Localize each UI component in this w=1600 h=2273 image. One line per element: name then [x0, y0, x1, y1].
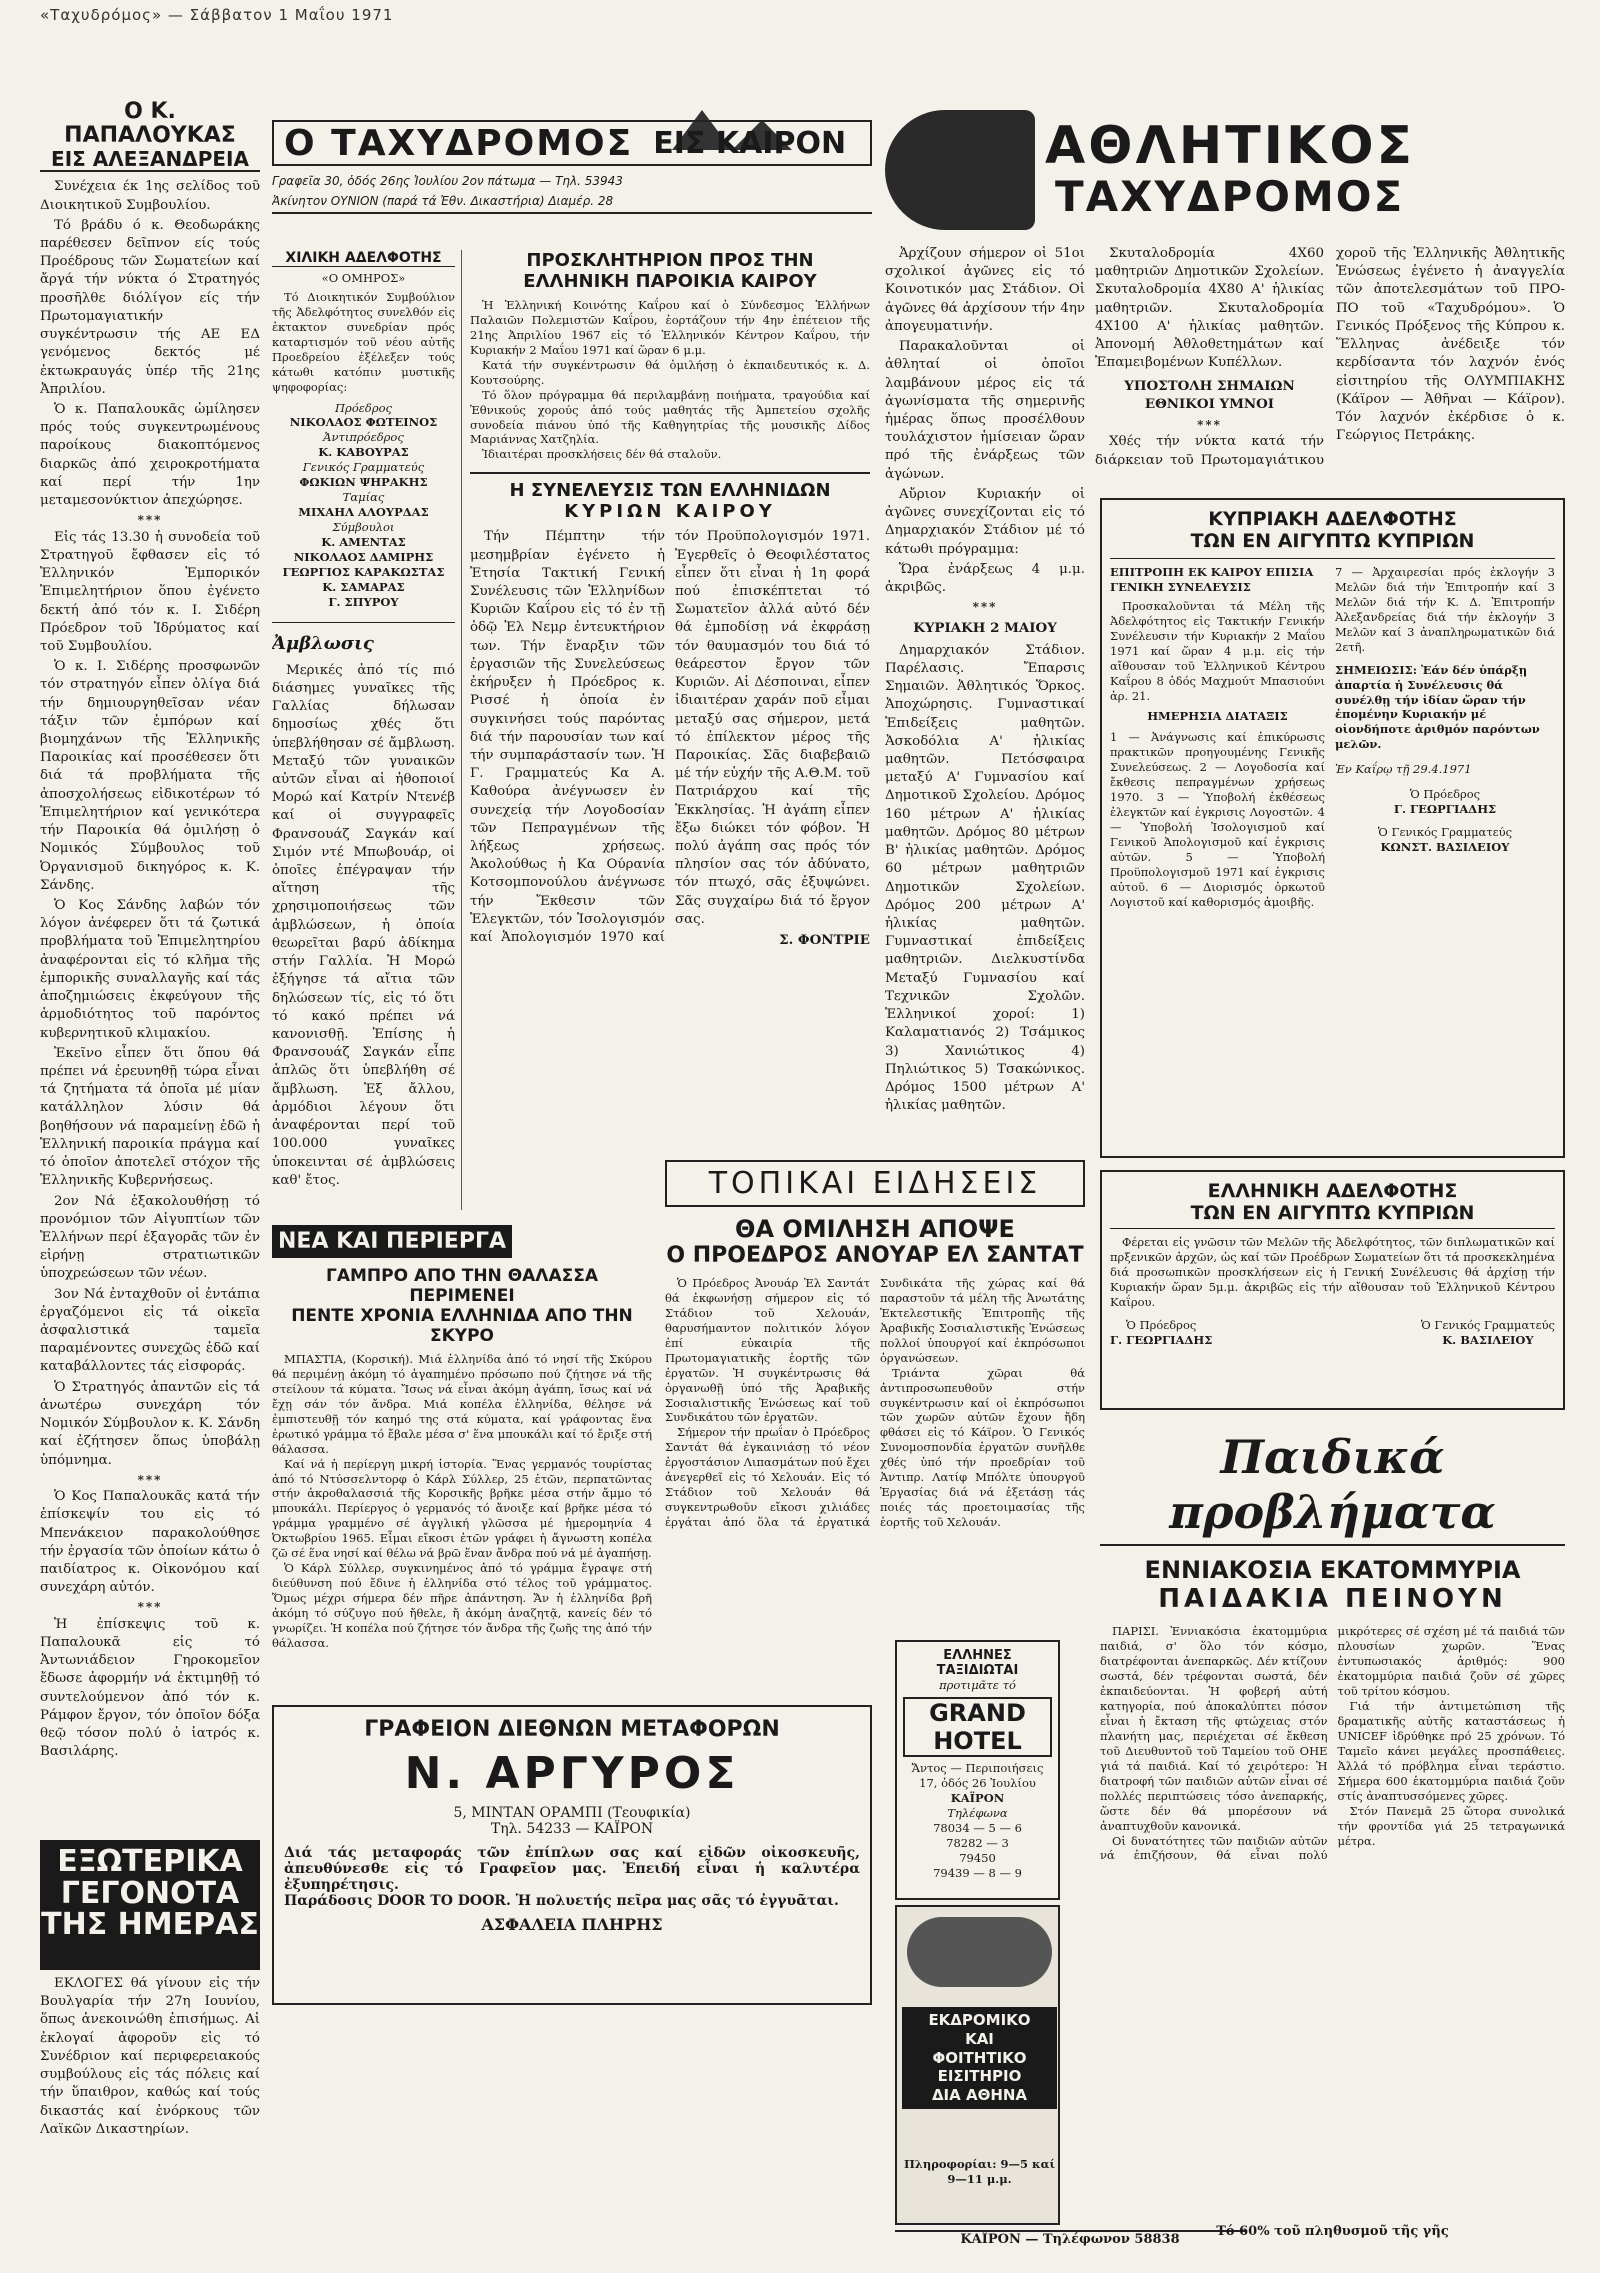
- role: Πρόεδρος: [335, 400, 392, 415]
- ad-line: προτιμᾶτε τό: [939, 1678, 1016, 1692]
- article-athletic: [1095, 245, 1565, 481]
- member-name: ΜΙΧΑΗΛ ΑΛΟΥΡΔΑΣ: [298, 505, 429, 520]
- paragraph: ΜΠΑΣΤΙΑ, (Κορσική). Μιά ἑλληνίδα ἀπό τό νησί τῆς Σκύρου θά περιμένῃ ἀκόμη τό ἀγαπημένο πρόσωπο πού ζήτησε νά τῆς στείλουν τά κύματα. Ἴσως νά εἶναι ἀκόμη ἀγάπη, ἴσως καί νά ἔχῃ σάν τόν ἄνδρα. Μιά κοπέλα ἑλληνίδα, θέλησε νά ἐμπιστευθῇ τόν καημό της στά κύματα, καί γράφοντας ἕνα ἐρωτικό γράμμα τό ἔβαλε μέσα σ' ἕνα μπουκάλι καί τό ἔριξε στή θάλασσα.: [272, 1352, 652, 1456]
- headline-invitation: ΠΡΟΣΚΛΗΤΗΡΙΟΝ ΠΡΟΣ ΤΗΝ: [526, 250, 814, 271]
- cyprus-notice-1: [1100, 498, 1565, 1158]
- paragraph: Ὁ κ. Παπαλουκᾶς ὡμίλησεν πρός τούς συγκεντρωμένους παροίκους διακοπτόμενος διαρκῶς ἀπό χειροκροτήματα καί περί τήν 1ην μεταμεσονύκτιον ἀπεχώρησε.: [40, 402, 260, 509]
- local-headline-2: Ο ΠΡΟΕΔΡΟΣ ΑΝΟΥΑΡ ΕΛ ΣΑΝΤΑΤ: [666, 1243, 1084, 1268]
- paragraph: ΣΗΜΕΙΩΣΙΣ: Ἐάν δέν ὑπάρξῃ ἀπαρτία ἡ Συνέλευσις θά συνέλθῃ τήν ἰδίαν ὥραν τήν ἑπομένην Κυριακήν μέ οἱονδήποτε ἀριθμόν παρόντων μελῶν.: [1335, 662, 1540, 752]
- subheading: «Ο ΟΜΗΡΟΣ»: [321, 271, 406, 285]
- athletic-title: ΑΘΛΗΤΙΚΟΣ: [1045, 116, 1416, 176]
- signature-name: Γ. ΓΕΩΡΓΙΑΔΗΣ: [1393, 802, 1497, 817]
- role: Σύμβουλοι: [332, 520, 395, 534]
- divider-stars: ***: [972, 600, 998, 615]
- notice-subtitle: ΕΠΙΤΡΟΠΗ ΕΚ ΚΑΙΡΟΥ ΕΠΙΣΙΑ ΓΕΝΙΚΗ ΣΥΝΕΛΕΥΣΙΣ: [1110, 565, 1314, 594]
- masthead: [272, 110, 872, 240]
- ad-line: ΔΙΑ ΑΘΗΝΑ: [931, 2086, 1028, 2104]
- grand-hotel-ad: [895, 1640, 1060, 1900]
- signature: Σ. ΦΟΝΤΡΙΕ: [779, 932, 870, 949]
- member-name: Κ. ΑΜΕΝΤΑΣ: [321, 534, 406, 549]
- ad-line: Τηλέφωνα: [947, 1805, 1008, 1820]
- notice-title: ΚΥΠΡΙΑΚΗ ΑΔΕΛΦΟΤΗΣ: [1208, 508, 1457, 530]
- schedule-day: ΚΥΡΙΑΚΗ 2 ΜΑΙΟΥ: [913, 620, 1057, 637]
- paragraph: 2ον Νά ἐξακολουθήσῃ τό προνόμιον τῶν Αἰγυπτίων τῶν Ἑλλήνων περί ἐξαγορᾶς τῶν ἐν εἰρήνῃ στρατιωτικῶν ὑποχρεώσεων τῶν νέων.: [40, 1193, 260, 1282]
- member-name: ΝΙΚΟΛΑΟΣ ΔΑΜΙΡΗΣ: [293, 549, 434, 564]
- argyros-ad: [272, 1705, 872, 2005]
- masthead-subtitle: ΕΙΣ ΚΑΙΡΟΝ: [653, 125, 847, 161]
- local-headline: ΘΑ ΟΜΙΛΗΣΗ ΑΠΟΨΕ: [735, 1215, 1015, 1243]
- ad-line: ΤΑΞΙΔΙΩΤΑΙ: [936, 1663, 1019, 1678]
- board-list: [272, 401, 455, 610]
- news-headline: ΓΑΜΠΡΟ ΑΠΟ ΤΗΝ ΘΑΛΑΣΣΑ ΠΕΡΙΜΕΝΕΙ: [326, 1266, 598, 1306]
- ad-line: ΚΑΪΡΟΝ: [950, 1790, 1005, 1805]
- masthead-address-2: Ἀκίνητον ΟΥΝΙΟΝ (παρά τά Ἐθν. Δικαστήρια) Διαμέρ. 28: [272, 194, 872, 214]
- divider-stars: ***: [137, 513, 163, 528]
- paragraph: Κατά τήν συγκέντρωσιν θά ὁμιλήσῃ ὁ ἐκπαιδευτικός κ. Δ. Κουτσούρης.: [470, 357, 870, 387]
- headline-papaloukas: Ο Κ. ΠΑΠΑΛΟΥΚΑΣ: [64, 100, 236, 149]
- news-curiosities: [272, 1225, 652, 1665]
- paragraph: Καί νά ἡ περίεργη μικρή ἱστορία. Ἕνας γερμανός τουρίστας ἀπό τό Ντύσσελντορφ ὁ Κάρλ Σύλλερ, 25 ἐτῶν, περπατῶντας στήν ἀκροθαλασσιά τῆς Κορσικῆς βρῆκε μέσα στήν ἄμμο τό μπουκάλι. Περίεργος ὁ γερμανός τό ἄνοιξε καί βρῆκε μέσα τό γράμμα γραμμένο σέ ἀγγλική γλῶσσα μέ ἡμερομηνία 4 Ὀκτωβρίου 1965. Εἶμαι εἴκοσι ἐτῶν γράφει ἡ ἄγνωστη κοπέλα ζῶ σέ ἕνα νησί καί θέλω νά βρῶ ἕναν ἄνδρα πού νά μέ ἀγαπήσῃ.: [272, 1456, 652, 1561]
- agenda-list: 1 — Ἀνάγνωσις καί ἐπικύρωσις πρακτικῶν προηγουμένης Γενικῆς Συνελεύσεως. 2 — Λογοδοσία καί ἔκθεσις πεπραγμένων χρήσεως 1970. 3 — Ὑποβολή ἐκθέσεως ἐλεγκτῶν καί ἐγκρισις Λογοστῶν. 4 — Ὑποβολή Ἰσολογισμοῦ καί Γενικοῦ Ἀπολογισμοῦ καί ἐγκρισις αὐτῶν. 5 — Ὑποβολή Προϋπολογισμοῦ 1971 καί ἐγκρισις αὐτοῦ. 6 — Διορισμός ὁρκωτοῦ Λογιστοῦ καί καθορισμός ἀμοιβῆς.: [1110, 730, 1325, 909]
- section-title: Παιδικά προβλήματα: [1100, 1430, 1565, 1546]
- paragraph: Ἀρχίζουν σήμερον οἱ 51οι σχολικοί ἀγῶνες εἰς τό Κοινοτικόν μας Στάδιον. Οἱ ἀγῶνες θά ἀρχίσουν τήν 4ην ἀπογευματινήν.: [885, 246, 1085, 334]
- article-school-games: [885, 245, 1085, 1115]
- paragraph: Ὁ Κος Σάνδης λαβών τόν λόγον ἀνέφερεν ὅτι τά ζωτικά προβλήματα τοῦ Ἐπιμελητηρίου ἀναφέρονται εἰς τό κλῆμα τῆς ἐμπορικῆς συναλλαγῆς καί τάς ἀποζημιώσεις ἐκφεύγουν τῆς ἁρμοδιότητος τοῦ παρόντος κυβερνητικοῦ κλιμακίου.: [40, 898, 260, 1041]
- news-headline-2: ΠΕΝΤΕ ΧΡΟΝΙΑ ΕΛΛΗΝΙΔΑ ΑΠΟ ΤΗΝ ΣΚΥΡΟ: [291, 1306, 633, 1346]
- ad-line: ΕΛΛΗΝΕΣ: [943, 1648, 1012, 1663]
- member-name: Κ. ΣΑΜΑΡΑΣ: [322, 579, 405, 594]
- headline-assembly-2: ΚΥΡΙΩΝ ΚΑΙΡΟΥ: [564, 501, 776, 523]
- role: Ὁ Γενικός Γραμματεύς: [1420, 1317, 1555, 1332]
- paragraph: Δημαρχιακόν Στάδιον. Παρέλασις. Ἔπαρσις Σημαιῶν. Ἀθλητικός Ὅρκος. Ἀποχώρησις. Γυμναστικαί Ἐπιδείξεις μαθητῶν. Ἀσκοδόλια Α' ἡλικίας μαθητῶν. Πετόσφαιρα μεταξύ Α' Γυμνασίου καί Δημοτικοῦ Σχολείου. Δρόμος 160 μέτρων Α' ἡλικίας μαθητῶν. Δρόμος 80 μέτρων Β' ἡλικίας μαθητῶν. Δρόμος 60 μέτρων μαθητριῶν Δημοτικῶν Σχολείων. Δρόμος 200 μέτρων Α' ἡλικίας μαθητῶν. Γυμναστικαί ἐπιδείξεις μαθητριῶν. Διελκυστίνδα Μεταξύ Γυμνασίου καί Τεχνικῶν Σχολῶν. Ἑλληνικοί χοροί: 1) Καλαματιανός 2) Τσάμικος 3) Χανιώτικος 4) Πηλιώτικος 5) Τσακώνικος. Δρόμος 1500 μέτρων Α' ἡλικίας μαθητῶν.: [885, 642, 1085, 1114]
- notice-title-2: ΤΩΝ ΕΝ ΑΙΓΥΠΤΩ ΚΥΠΡΙΩΝ: [1110, 530, 1555, 559]
- headline-assembly: Η ΣΥΝΕΛΕΥΣΙΣ ΤΩΝ ΕΛΛΗΝΙΔΩΝ: [509, 480, 831, 502]
- headline-alexandria: ΕΙΣ ΑΛΕΞΑΝΔΡΕΙΑ: [40, 148, 260, 172]
- paragraph: Ὁ Κάρλ Σύλλερ, συγκινημένος ἀπό τό γράμμα ἔγραψε στή διεύθυνση πού ἔδινε ἡ ἑλληνίδα στό τέλος τοῦ γράμματος. Ὅμως μέχρι σήμερα δέν πῆρε ἀπάντηση. Ἄν ἡ ἑλληνίδα βρῆ ἀκόμη τό σύζυγο πού ἤθελε, ἤ ἀκόμη ἀναζητᾷ, κανείς δέν τό γνωρίζει. Ἡ κοπέλα πού ζήτησε τόν ἄνδρα τῆς ζωῆς της ἀπό τήν θάλασσα.: [272, 1561, 652, 1650]
- phone-number: 78282 — 3: [946, 1835, 1009, 1850]
- paragraph: Προσκαλοῦνται τά Μέλη τῆς Ἀδελφότητος εἰς Τακτικήν Γενικήν Συνέλευσιν τήν Κυριακήν 2 Μαΐου 1971 καί ὥραν 4 μ.μ. εἰς τήν αἴθουσαν τοῦ Ἑλληνικοῦ Κέντρου Καΐρου 8 ὁδός Μαχμούτ Μπασιούνι ἀρ. 21.: [1110, 598, 1325, 703]
- paragraph: Τό βράδυ ό κ. Θεοδωράκης παρέθεσεν δεῖπνον είς τούς Προέδρους τῶν Σωματείων καί ἄργά τήν νύκτα ό Στρατηγός προσῆλθε διόλίγον είς τήν Πρωτομαγιατικήν συγκέντρωσιν τής ΑΕ ΕΔ γενόμενος δεκτός μέ ἐκτωκραυγάς ὑπέρ τῆς 21ης Ἀπριλίου.: [40, 217, 260, 397]
- paragraph: 7 — Ἀρχαιρεσίαι πρός ἐκλογήν 3 Μελῶν διά τήν Ἐπιτροπήν καί 3 Μελῶν διά τήν Κ. Δ. Ἐπιτροπήν Ἀλεξανδρείας διά τήν ἐκλογήν 3 Μελῶν καί 3 ἀναπληρωματικῶν διά 2ετῆ.: [1335, 565, 1555, 654]
- role: Ὁ Πρόεδρος: [1409, 787, 1481, 802]
- paragraph: Ὁ Κος Παπαλουκᾶς κατά τήν ἐπίσκεψίν του εἰς τό Μπενάκειον παρακολούθησε τήν ἐργασία τῶν ὁποίων κάτω ὁ παιδίατρος κ. Οἰκονόμου καί συνεχάρη αὐτόν.: [40, 1489, 260, 1596]
- ticket-ad: [895, 1905, 1060, 2225]
- column-4: [885, 245, 1085, 1145]
- article-unicef: [1100, 1624, 1565, 2224]
- ad-title: ΓΡΑΦΕΙΟΝ ΔΙΕΘΝΩΝ ΜΕΤΑΦΟΡΩΝ: [364, 1717, 780, 1742]
- member-name: ΦΩΚΙΩΝ ΨΗΡΑΚΗΣ: [299, 475, 428, 490]
- role: Ὁ Πρόεδρος: [1126, 1317, 1197, 1332]
- athletic-masthead: [885, 110, 1565, 240]
- notice-title-2: ΤΩΝ ΕΝ ΑΙΓΥΠΤΩ ΚΥΠΡΙΩΝ: [1110, 1202, 1555, 1229]
- ad-name: Ν. ΑΡΓΥΡΟΣ: [404, 1748, 740, 1799]
- headline-xiliki: ΧΙΛΙΚΗ ΑΔΕΛΦΟΤΗΣ: [272, 250, 455, 267]
- banner-foreign-news: ΕΞΩΤΕΡΙΚΑ ΓΕΓΟΝΟΤΑ ΤΗΣ ΗΜΕΡΑΣ: [40, 1840, 260, 1970]
- signature-name: Κ. ΒΑΣΙΛΕΙΟΥ: [1442, 1332, 1534, 1347]
- paragraph: Αὔριον Κυριακήν οἱ ἀγῶνες συνεχίζονται εἰς τό Δημαρχιακόν Στάδιον μέ τό κάτωθι πρόγραμμα:: [885, 486, 1085, 557]
- role: Ὁ Γενικός Γραμματεύς: [1377, 825, 1513, 840]
- paragraph: Διά τάς μεταφοράς τῶν ἐπίπλων σας καί εἰδῶν οἰκοσκευῆς, ἀπευθύνεσθε εἰς τό Γραφεῖον μας. Ἐπειδή εἶναι ἡ καλυτέρα ἐξυπηρέτησις.: [284, 1845, 860, 1893]
- member-name: ΓΕΩΡΓΙΟΣ ΚΑΡΑΚΩΣΤΑΣ: [282, 564, 445, 579]
- member-name: ΝΙΚΟΛΑΟΣ ΦΩΤΕΙΝΟΣ: [289, 415, 438, 430]
- paragraph: 3ον Νά ἐνταχθοῦν οἱ ἐντάπια ἐργαζόμενοι εἰς τά οἰκεῖα ἀσφαλιστικά ταμεῖα παραμένοντες συνεχῶς ἐδῶ καί καταβάλλοντες τάς εἰσφοράς.: [40, 1286, 260, 1375]
- headline-invitation-2: ΕΛΛΗΝΙΚΗ ΠΑΡΟΙΚΙΑ ΚΑΙΡΟΥ: [523, 271, 817, 292]
- article-amvlosis: [272, 662, 455, 1190]
- ad-line: ΕΙΣΙΤΗΡΙΟ: [937, 2067, 1022, 2086]
- column-3: [470, 250, 870, 1210]
- phone-number: 79439 — 8 — 9: [933, 1865, 1022, 1880]
- paragraph: Ἡ ἐπίσκεψις τοῦ κ. Παπαλουκᾶ εἰς τό Ἀντωνιάδειον Γηροκομεῖον ἔδωσε ἀφορμήν νά ἐκτιμηθῇ τό συντελούμενον ἀπό τόν κ. Ράμφον ἔργον, τόν ὁποῖον δόξα θεῷ τόσον πολύ ὁ ἰατρός κ. Βασιλάρης.: [40, 1616, 260, 1760]
- paragraph: Ἡ Ἑλληνική Κοινότης Καΐρου καί ὁ Σύνδεσμος Ἑλλήνων Παλαιῶν Πολεμιστῶν Καΐρου, ἑορτάζουν τήν 4ην ἐπέτειον τῆς 21ης Ἀπριλίου 1967 εἰς τό Ἑλληνικόν Κέντρον Καΐρου, τήν Κυριακήν 2 Μαΐου 1971 καί ὥραν 6 μ.μ.: [470, 298, 870, 357]
- paragraph: Γιά τήν ἀντιμετώπιση τῆς δραματικῆς αὐτῆς καταστάσεως ἡ UNICEF ἱδρύθηκε πρό 25 χρόνων. Τό Ταμεῖο κάνει μεγάλες προσπάθειες. Ἀλλά τό πρόβλημα εἶναι τεράστιο. Σήμερα 600 ἑκατομμύρια παιδιά ζοῦν στίς ἀναπτυσσόμενες χῶρες.: [1337, 1699, 1565, 1803]
- hotel-name: GRAND HOTEL: [903, 1697, 1052, 1757]
- ad-line: 17, ὁδός 26 Ἰουλίου: [919, 1775, 1036, 1790]
- article-sadat: [665, 1276, 1085, 1586]
- paragraph: Χθές τήν νύκτα κατά τήν διάρκειαν τοῦ Πρωτομαγιάτικου χοροῦ τῆς Ἑλληνικῆς Ἀθλητικῆς Ἑνώσεως ἐγένετο ἡ ἀναγγελία τῶν ἀποτελεσμάτων τοῦ ΠΡΟ-ΠΟ τοῦ «Ταχυδρόμου». Ὁ Γενικός Πρόξενος τῆς Κύπρου κ. Ἕλληνας ἀνέδειξε τόν κερδίσαντα τόν λαχνόν ἐνός εἰσιτηρίου τῆς ΟΛΥΜΠΙΑΚΗΣ (Κάϊρον — Ἀθῆναι — Κάϊρον). Τόν λαχνόν ἐκέρδισε ὁ κ. Γεώργιος Πετράκης.: [1095, 246, 1565, 468]
- paragraph: Φέρεται εἰς γνῶσιν τῶν Μελῶν τῆς Ἀδελφότητος, τῶν διπλωματικῶν καί πρξενικῶν ἀρχῶν, ὡς καί τῶν Προέδρων Σωματείων ὅτι τά προσκεκλημένα διά προσωπικῶν προσκλήσεων εἰς ἡ Γενική Συνέλευσις θά ἀρχίσῃ τήν Κυριακήν ὥραν 5μ.μ. ἀκριβῶς εἰς τήν αἴθουσαν τοῦ Ἑλληνικοῦ Κέντρου Καΐρου.: [1110, 1235, 1555, 1309]
- member-name: Κ. ΚΑΒΟΥΡΑΣ: [318, 445, 409, 460]
- phone-number: 79450: [959, 1850, 996, 1865]
- divider-stars: ***: [1197, 417, 1222, 432]
- ad-line: Πληροφορίαι: 9—5 καί 9—11 μ.μ.: [903, 2157, 1056, 2186]
- heading: ΥΠΟΣΤΟΛΗ ΣΗΜΑΙΩΝ ΕΘΝΙΚΟΙ ΥΜΝΟΙ: [1124, 377, 1295, 412]
- ad-line: Ἄντος — Περιποιήσεις: [911, 1760, 1044, 1775]
- footer-note: Τό 60% τοῦ πληθυσμοῦ τῆς γῆς: [1216, 2224, 1449, 2240]
- paragraph: Παρακαλοῦνται οἱ ἀθληταί οἱ ὁποῖοι λαμβάνουν μέρος εἰς τά ἀγωνίσματα τῆς σημερινῆς ἡμέρας ὅπως προσέλθουν τουλάχιστον ἡμίσειαν ὥραν πρό τῆς ἐνάρξεως τῶν ἀγώνων.: [885, 339, 1085, 482]
- local-news-title: ΤΟΠΙΚΑΙ ΕΙΔΗΣΕΙΣ: [665, 1160, 1085, 1207]
- signature-name: ΚΩΝΣΤ. ΒΑΣΙΛΕΙΟΥ: [1380, 840, 1510, 854]
- column-2: [272, 250, 462, 1210]
- paragraph: Συνέχεια έκ 1ης σελίδος τοῦ Διοικητικοῦ Συμβουλίου.: [40, 179, 260, 213]
- article-papaloukas: [40, 178, 260, 1761]
- paragraph: Σήμερον τήν πρωΐαν ὁ Πρόεδρος Σαντάτ θά ἐγκαινιάσῃ τό νέον ἐργοστάσιον Λιπασμάτων πού ἔχει ἀνεγερθεῖ εἰς τό Χελουάν. Εἰς τό Στάδιον τοῦ Χελουάν θά συγκεντρωθοῦν εἴκοσι χιλιάδες ἐργάται ἀπό ὅλα τά ἐργατικά Συνδικάτα τῆς χώρας καί θά παραστοῦν τά μέλη τῆς Ἀνωτάτης Ἐκτελεστικῆς Ἐπιτροπῆς τῆς Ἀραβικῆς Σοσιαλιστικῆς Ἑνώσεως πολλοί ὑπουργοί καί ἐκπρόσωποι ὀργανώσεων.: [665, 1276, 1085, 1529]
- member-name: Γ. ΣΠΥΡΟΥ: [328, 594, 399, 609]
- signature-name: Γ. ΓΕΩΡΓΙΑΔΗΣ: [1110, 1332, 1213, 1347]
- paragraph: Τό ὅλον πρόγραμμα θά περιλαμβάνῃ ποιήματα, τραγούδια καί Ἐθνικούς χορούς ἀπό τούς μαθητάς τῆς Ἀμπετείου σχολῆς συνοδεία πιάνου ὑπό τῆς Καθηγητρίας τῆς μουσικῆς Δίδος Μαριάννας Χατζηλία.: [470, 387, 870, 447]
- paragraph: ΠΑΡΙΣΙ. Ἐννιακόσια ἑκατομμύρια παιδιά, σ' ὅλο τόν κόσμο, διατρέφονται ἀνεπαρκῶς. Δέν κτίζουν σωστά, δέν τρέφονται σωστά, δέν ἐκπαιδεύονται. Ἡ φοβερή αὐτή κατηγορία, πού ἀποκαλύπτει πόσον εἶναι ἡ ἔκταση τῆς φτώχειας στόν πλανήτη μας, περιέχεται σέ ἔκθεση τοῦ Διευθυντοῦ τοῦ Ταμείου τοῦ ΟΗΕ γιά τά παιδιά. Καί τό χειρότερο: Ἡ διατροφή τῶν παιδιῶν αὐτῶν εἶναι σέ πολλές περιπτώσεις τόσο ἀνεπαρκής, ὥστε δέν θά μπορέσουν νά ἀναπτυχθοῦν κανονικά.: [1100, 1624, 1328, 1833]
- cyprus-notice-2: [1100, 1170, 1565, 1410]
- column-5: [1095, 245, 1565, 485]
- paragraph: Ὁ Πρόεδρος Ἀνουάρ Ἐλ Σαντάτ θά ἐκφωνήσῃ σήμερον εἰς τό Στάδιον τοῦ Χελουάν, θαρυσήμαντον πολιτικόν λόγον ἐπί εὐκαιρία τῆς Πρωτομαγιατικῆς ἑορτῆς τῶν ἐργατῶν. Ἡ συγκέντρωσις θά ὀργανωθῇ ὑπό τῆς Ἀραβικῆς Σοσιαλιστικῆς Ἑνώσεως καί τοῦ Συνδικάτου τῶν ἐργατῶν.: [665, 1276, 870, 1425]
- divider-stars: ***: [137, 1472, 163, 1487]
- ad-line: ΚΑΙ: [965, 2029, 994, 2048]
- role: Ταμίας: [342, 490, 385, 505]
- paragraph: Ἐκεῖνο εἶπεν ὅτι ὅπου θά πρέπει νά ἐρευνηθῇ τώρα εἶναι τά ζητήματα τά ὁποῖα μέ μίαν κατάλληλον λύσιν θά βοηθήσουν νά παραμείνῃ ἐδῶ ἡ Ἑλληνική παροικία πράγμα καί τό ὁποῖον ἀποτελεῖ στόχον τῆς Ἑλληνικῆς Κυβερνήσεως.: [40, 1045, 260, 1189]
- paragraph: Οἱ δυνατότητες τῶν παιδιῶν αὐτῶν νά ἐπιζήσουν, θά εἶναι πολύ μικρότερες σέ σχέση μέ τά παιδιά τῶν πλουσίων χωρῶν. Ἕνας ἐντυπωσιακός ἀριθμός: 900 ἑκατομμύρια παιδιά ζοῦν σέ χῶρες τοῦ τρίτου κόσμου.: [1100, 1624, 1565, 1863]
- ad-address: 5, ΜΙΝΤΑΝ ΟΡΑΜΠΙ (Τεουφικία): [453, 1805, 691, 1821]
- problems-headline-2: ΠΑΙΔΑΚΙΑ ΠΕΙΝΟΥΝ: [1158, 1584, 1507, 1615]
- ticket-footer: ΚΑΪΡΟΝ — Τηλέφωνον 58838: [895, 2230, 1245, 2252]
- paragraph: ΕΚΛΟΓΕΣ θά γίνουν εἰς τήν Βουλγαρία τήν 27η Ιουνίου, ὅπως ἀνεκοινώθη ἐπισήμως. Αἱ ἐκλογαί ἀφοροῦν εἰς τό Συνέδριον καί περιφερειακούς συμβούλους εἰς τάς πόλεις καί τήν ὕπαιθρον, καθώς καί τούς δικαστάς καί ἐνόρκους τῶν Λαϊκῶν Δικαστηρίων.: [40, 1976, 260, 2137]
- headline-amvlosis: Ἀμβλωσις: [272, 632, 374, 654]
- athletic-title-2: ΤΑΧΥΔΡΟΜΟΣ: [1055, 172, 1405, 221]
- paragraph: Τό Διοικητικόν Συμβούλιον τῆς Ἀδελφότητος συνελθόν εἰς ἐκτακτον συνεδρίαν πρός καταρτισμόν τοῦ νέου αὐτῆς Προεδρείου ἐξέλεξεν τούς κάτωθι κατόπιν μυστικῆς ψηφοφορίας:: [272, 289, 455, 394]
- article-invitation: [470, 298, 870, 462]
- running-header: «Ταχυδρόμος» — Σάββατον 1 Μαΐου 1971: [40, 6, 394, 24]
- airplane-icon: [907, 1917, 1052, 1987]
- phone-number: 78034 — 5 — 6: [933, 1820, 1022, 1835]
- paragraph: Ὁ κ. Ι. Σιδέρης προσφωνῶν τόν στρατηγόν εἶπεν ὀλίγα διά τήν δημιουργηθεῖσαν νέαν τάξιν τῶν ἐμπόρων καί βιομηχάνων τῆς Ἑλληνικῆς Παροικίας καί προσέθεσεν ὅτι διά τά προβλήματα τῆς ἀποσχολήσεως εἰδικοτέρων τό Ἐπιμελητήριον καί γενικότερα τήν Παροικία θά ὁμιλήσῃ ὁ Νομικός Σύμβουλος τοῦ Ὀργανισμοῦ δικηγόρος κ. Κ. Σάνδης.: [40, 659, 260, 893]
- paragraph: Σκυταλοδρομία 4Χ60 μαθητριῶν Δημοτικῶν Σχολείων. Σκυταλοδρομία 4Χ80 Α' ἡλικίας μαθητριῶν. Σκυταλοδρομία 4Χ100 Α' ἡλικίας μαθητῶν. Ἀπονομή Ἀθλοθετημάτων καί Ἐπαμειβομένων Κυπέλλων.: [1095, 246, 1324, 371]
- article-assembly: [470, 528, 870, 1168]
- paragraph: Τριάντα χῶραι θά ἀντιπροσωπευθοῦν στήν συγκέντρωσιν καί οἱ ἐκπρόσωποι τῶν χωρῶν αὐτῶν ἔχουν ἤδη φθάσει εἰς τό Κάϊρον. Ὁ Γενικός Συνομοσπονδία ἐργατῶν συνῆλθε χθές ὑπό τήν προεδρίαν τοῦ Ἀντιπρ. Λατίφ Μπόλτε ὑπουργοῦ Ἐργασίας διά νά ἐξετάσῃ τάς ποιές τάς προετοιμασίας τῆς ἑορτῆς τοῦ Χελουάν.: [880, 1365, 1085, 1529]
- article-foreign-news: [40, 1975, 260, 2255]
- masthead-address: Γραφεῖα 30, ὁδός 26ης Ἰουλίου 2ον πάτωμα — Τηλ. 53943: [272, 174, 623, 188]
- divider-stars: ***: [137, 1600, 163, 1615]
- notice-title: ΕΛΛΗΝΙΚΗ ΑΔΕΛΦΟΤΗΣ: [1207, 1180, 1458, 1202]
- paragraph: Εἰς τάς 13.30 ἡ συνοδεία τοῦ Στρατηγοῦ ἔφθασεν εἰς τό Ἑλληνικόν Ἐμπορικόν Ἐπιμελητήριον ὅπου ἐγένετο δεκτή ἀπό τόν κ. Ι. Σιδέρη Πρόεδρον τοῦ Ἱδρύματος καί τοῦ Συμβουλίου.: [40, 529, 260, 654]
- local-news: [665, 1160, 1085, 1630]
- paragraph: Ὥρα ἐνάρξεως 4 μ.μ. ἀκριβῶς.: [885, 561, 1085, 595]
- paragraph: Στόν Πανεμᾶ 25 ὥτορα συνολικά τήν φροντίδα γιά 25 τετραγωνικά μέτρα.: [1337, 1803, 1565, 1848]
- children-problems: [1100, 1430, 1565, 2250]
- role: Ἀντιπρόεδρος: [323, 430, 404, 445]
- news-banner: ΝΕΑ ΚΑΙ ΠΕΡΙΕΡΓΑ: [272, 1225, 512, 1258]
- ad-phone: Τηλ. 54233 — ΚΑΪΡΟΝ: [490, 1821, 654, 1837]
- paragraph: Ἰδιαιτέραι προσκλήσεις δέν θά σταλοῦν.: [482, 447, 722, 462]
- notice-date: Ἐν Καΐρῳ τῇ 29.4.1971: [1335, 762, 1472, 777]
- paragraph: Τήν Πέμπτην τήν μεσημβρίαν ἐγένετο ἡ Ἐτησία Τακτική Γενική Συνέλευσις τῶν Ἑλληνίδων Κυριῶν Καΐρου εἰς τό ἐν τῇ ὁδῷ Ἐλ Νεμρ ἐντευκτήριον των. Τήν ἔναρξιν τῶν ἐργασιῶν τῆς Συνελεύσεως ἐκήρυξεν ἡ Πρόεδρος κ. Ρισσέ ἡ ὁποία ἐν συγκινήσει τούς παρόντας διά τήν παρουσίαν των καί τήν συμπαράστασίν των. Ἡ Γ. Γραμματεύς Κα Α. Καθούρα ἀνέγνωσεν ἐν συνεχείᾳ τήν Λογοδοσίαν τῶν Πεπραγμένων τῆς λήξεως χρήσεως. Ἀκολούθως ἡ Κα Ούρανία Κοτσομπονούλου ἀνέγνωσε τήν Ἔκθεσιν τῶν Ἐλεγκτῶν, τόν Ἰσολογισμόν καί Ἀπολογισμόν 1970 καί τόν Προϋπολογισμόν 1971. Ἐγερθεῖς ὁ Θεοφιλέστατος εἶπεν ὅτι εἶναι ἡ 1η φορά πού ἐπισκέπτεται τό Σωματεῖον ἀλλά αὐτό δέν θά ἐμποδίσῃ νά ἐκφράσῃ τόν θαυμασμόν του διά τό θεάρεστον ἔργον τῶν Κυριῶν. Αἱ Δέσποιναι, εἶπεν ἰδιαιτέραν χαράν ποῦ εἶμαι μεταξύ σας σήμερον, μετά τό ἐπίλεκτον μέρος τῆς Παροικίας. Σᾶς διαβεβαιῶ μέ τήν εὐχήν τῆς Α.Θ.Μ. τοῦ Πατριάρχου καί τῆς Ἐκκλησίας. Ἡ ἀγάπη εἶπεν ἔξω διώκει τόν φόβον. Ἡ πολύ ἀγάπη σας πρός τόν πλησίον σας τόν ἀδύνατο, τόν πτωχό, σᾶς ἐξυψώνει. Σᾶς συγχαίρω διά τό ἔργον σας.: [470, 529, 870, 946]
- agenda-title: ΗΜΕΡΗΣΙΑ ΔΙΑΤΑΞΙΣ: [1147, 709, 1288, 724]
- role: Γενικός Γραμματεύς: [302, 460, 425, 475]
- paragraph: Παράδοσις DOOR TO DOOR. Ἡ πολυετής πεῖρα μας σᾶς τό ἐγγυᾶται.: [284, 1893, 839, 1909]
- problems-headline: ΕΝΝΙΑΚΟΣΙΑ ΕΚΑΤΟΜΜΥΡΙΑ: [1144, 1556, 1521, 1585]
- article-bottle: [272, 1352, 652, 1651]
- paragraph: Μερικές ἀπό τίς πιό διάσημες γυναῖκες τῆς Γαλλίας δήλωσαν δημοσίως χθές ὅτι ὑπεβλήθησαν σέ ἄμβλωση. Μεταξύ τῶν γυναικῶν αὐτῶν εἶναι αἱ ἠθοποιοί Μορώ καί Κατρίν Ντενέβ καί οἱ συγγραφεῖς Φρανσουάζ Σαγκάν καί Σιμόν ντέ Μπωβουάρ, οἱ ὁποῖες ἐπέγραψαν τήν αἴτηση τῆς χρησιμοποιήσεως τῶν ἀμβλώσεων, ἡ ὁποία θεωρεῖται βαρύ ἀδίκημα στήν Γαλλία. Ἡ Μορώ ἐξήγησε τά αἴτια τῶν δηλώσεων τίς, εἰς τό ὅτι τό κακό πρέπει νά κανονισθῇ. Ἐπίσης ἡ Φρανσουάζ Σαγκάν εἶπε ἁπλῶς ὅτι ὑπεβλήθη σέ ἄμβλωση. Ἐξ ἄλλου, ἁρμόδιοι λέγουν ὅτι ἀναφέρονται περί τοῦ 100.000 γυναῖκες ὑποκεινται σέ ἀμβλώσεις καθ' ἔτος.: [272, 662, 455, 1188]
- ad-line: ΦΟΙΤΗΤΙΚΟ: [932, 2048, 1027, 2067]
- ad-line: ΕΚΔΡΟΜΙΚΟ: [928, 2011, 1031, 2029]
- paragraph: Ὁ Στρατηγός ἀπαντῶν εἰς τά ἀνωτέρω συνεχάρη τόν Νομικόν Σύμβουλον κ. Κ. Σάνδη καί ἐζήτησεν ὅπως ὑποβάλῃ ὑπόμνημα.: [40, 1379, 260, 1468]
- ad-tagline: ΑΣΦΑΛΕΙΑ ΠΛΗΡΗΣ: [481, 1915, 663, 1934]
- masthead-title: Ο ΤΑΧΥΔΡΟΜΟΣ: [284, 122, 634, 164]
- athlete-icon: [885, 110, 1035, 230]
